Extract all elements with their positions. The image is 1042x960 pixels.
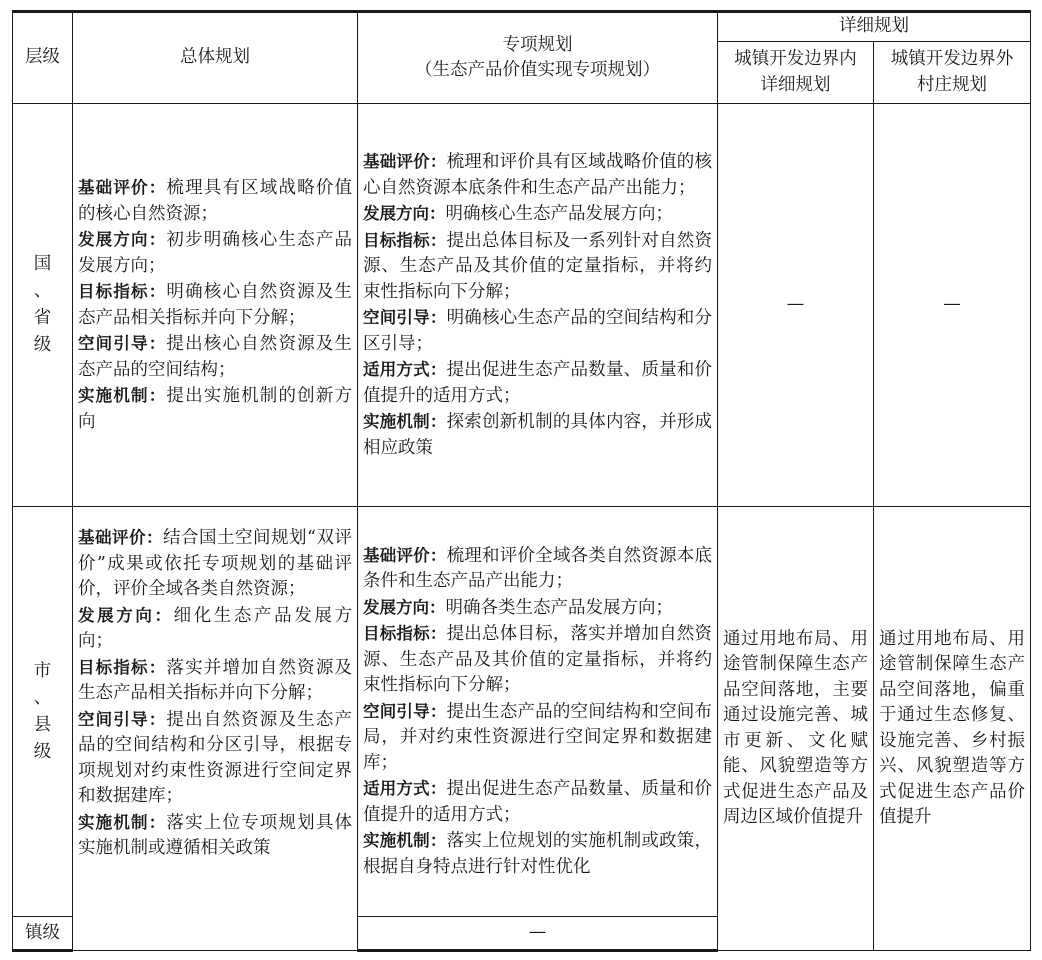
outside-boundary-text: 通过用地布局、用途管制保障生态产品空间落地，偏重于通过生态修复、设施完善、乡村振兴、风貌塑造等方式促进生态产品价值提升 <box>879 628 1025 827</box>
item-text: 提出核心自然资源及生态产品的空间结构； <box>78 334 353 380</box>
item-key: 空间引导： <box>363 701 447 721</box>
item-key: 实施机制： <box>78 812 167 832</box>
item-text: 提出促进生态产品数量、质量和价值提升的适用方式； <box>363 360 713 406</box>
list-item <box>78 603 352 655</box>
list-item <box>363 776 712 828</box>
level-char: 国 <box>33 254 52 274</box>
level-char: 、 <box>33 687 52 708</box>
list-item <box>363 621 712 699</box>
national-overall-plan-cell <box>73 104 358 507</box>
item-key: 实施机制： <box>78 386 167 405</box>
city-special-plan-cell <box>358 507 718 917</box>
list-item <box>363 357 712 409</box>
item-key: 发展方向： <box>363 204 446 223</box>
item-key: 发展方向： <box>78 230 167 249</box>
list-item <box>363 409 712 461</box>
list-item <box>78 383 352 435</box>
within-boundary-text: 通过用地布局、用途管制保障生态产品空间落地，主要通过设施完善、城市更新、文化赋能、风貌塑造等方式促进生态产品及周边区域价值提升 <box>723 628 868 827</box>
town-special-plan-cell: — <box>358 917 718 951</box>
list-item <box>78 707 352 810</box>
list-item <box>78 175 352 227</box>
item-text: 明确各类生态产品发展方向； <box>445 597 673 618</box>
national-outside-boundary-cell: — <box>874 104 1031 507</box>
list-item <box>363 828 712 880</box>
level-char: 、 <box>33 281 52 301</box>
level-city-county <box>13 507 73 917</box>
item-text: 提出总体目标及一系列针对自然资源、生态产品及其价值的定量指标，并将约束性指标向下分解； <box>363 230 713 302</box>
item-key: 适用方式： <box>363 360 447 379</box>
list-item <box>78 525 352 603</box>
header-within-line2: 详细规划 <box>760 74 831 95</box>
item-text: 结合国土空间规划“双评价”成果或依托专项规划的基础评价，评价全域各类自然资源； <box>78 528 352 599</box>
item-text: 提出促进生态产品数量、质量和价值提升的适用方式； <box>363 779 713 825</box>
item-text: 提出自然资源及生态产品的空间结构和分区引导，根据专项规划对约束性资源进行空间定界和数据建库； <box>78 709 353 806</box>
list-item <box>78 655 352 707</box>
item-text: 梳理和评价具有区域战略价值的核心自然资源本底条件和生态产品产出能力； <box>363 152 713 198</box>
header-special-subtitle: （生态产品价值实现专项规划） <box>415 60 660 80</box>
item-key: 目标指标： <box>78 282 167 301</box>
level-char: 级 <box>33 335 52 355</box>
item-key: 发展方向： <box>78 605 174 625</box>
list-item <box>363 699 712 777</box>
national-special-plan-cell <box>358 104 718 507</box>
item-key: 空间引导： <box>78 334 167 353</box>
item-text: 落实并增加自然资源及生态产品相关指标并向下分解； <box>78 657 353 703</box>
header-special-plan <box>358 12 718 104</box>
list-item <box>363 228 712 306</box>
list-item <box>78 279 352 331</box>
city-within-boundary-cell <box>718 507 874 951</box>
item-text: 探索创新机制的具体内容，并形成相应政策 <box>363 412 713 458</box>
item-key: 基础评价： <box>363 152 447 171</box>
list-item <box>363 305 712 357</box>
header-within-line1: 城镇开发边界内 <box>734 49 857 69</box>
level-char: 市 <box>33 660 52 681</box>
list-item <box>78 331 352 383</box>
planning-table <box>12 10 1031 952</box>
level-char: 省 <box>33 308 52 328</box>
item-text: 提出生态产品的空间结构和空间布局，并对约束性资源进行空间定界和数据建库； <box>363 701 713 773</box>
city-overall-plan-cell <box>73 507 358 951</box>
list-item <box>78 227 352 279</box>
header-level: 层级 <box>13 12 73 104</box>
level-national-provincial <box>13 104 73 507</box>
item-text: 提出实施机制的创新方向 <box>78 386 353 432</box>
header-outside-line2: 村庄规划 <box>917 74 987 95</box>
item-key: 基础评价： <box>78 178 167 197</box>
header-outside-boundary <box>874 42 1031 104</box>
item-key: 实施机制： <box>363 831 447 851</box>
level-town: 镇级 <box>13 917 73 951</box>
item-text: 细化生态产品发展方向； <box>78 605 353 651</box>
header-within-boundary <box>718 42 874 104</box>
item-text: 落实上位专项规划具体实施机制或遵循相关政策 <box>78 812 353 858</box>
item-key: 目标指标： <box>78 657 167 677</box>
list-item <box>78 810 352 862</box>
item-key: 空间引导： <box>78 709 167 729</box>
item-key: 空间引导： <box>363 308 447 327</box>
list-item <box>363 149 712 201</box>
item-text: 明确核心生态产品的空间结构和分区引导； <box>363 308 713 354</box>
level-char: 县 <box>33 714 52 735</box>
item-text: 明确核心生态产品发展方向； <box>445 204 673 224</box>
item-text: 明确核心自然资源及生态产品相关指标并向下分解； <box>78 282 353 328</box>
item-text: 梳理和评价全域各类自然资源本底条件和生态产品产出能力； <box>363 545 713 592</box>
item-key: 目标指标： <box>363 624 447 644</box>
item-key: 基础评价： <box>78 528 164 547</box>
item-text: 落实上位规划的实施机制或政策，根据自身特点进行针对性优化 <box>363 831 713 877</box>
item-key: 适用方式： <box>363 779 447 799</box>
city-outside-boundary-cell <box>874 507 1031 951</box>
list-item <box>363 543 712 595</box>
header-overall-plan: 总体规划 <box>73 12 358 104</box>
list-item <box>363 201 712 228</box>
item-text: 梳理具有区域战略价值的核心自然资源； <box>78 178 353 224</box>
level-char: 级 <box>33 741 52 762</box>
item-key: 实施机制： <box>363 412 447 431</box>
item-key: 目标指标： <box>363 230 447 250</box>
item-key: 发展方向： <box>363 597 446 617</box>
header-detailed-plan: 详细规划 <box>718 12 1031 42</box>
national-within-boundary-cell: — <box>718 104 874 507</box>
header-outside-line1: 城镇开发边界外 <box>890 49 1014 69</box>
list-item <box>363 595 712 622</box>
item-text: 提出总体目标，落实并增加自然资源、生态产品及其价值的定量指标，并将约束性指标向下分解； <box>363 624 713 696</box>
item-text: 初步明确核心生态产品发展方向； <box>78 230 353 276</box>
header-special-title: 专项规划 <box>502 34 573 55</box>
item-key: 基础评价： <box>363 545 447 565</box>
